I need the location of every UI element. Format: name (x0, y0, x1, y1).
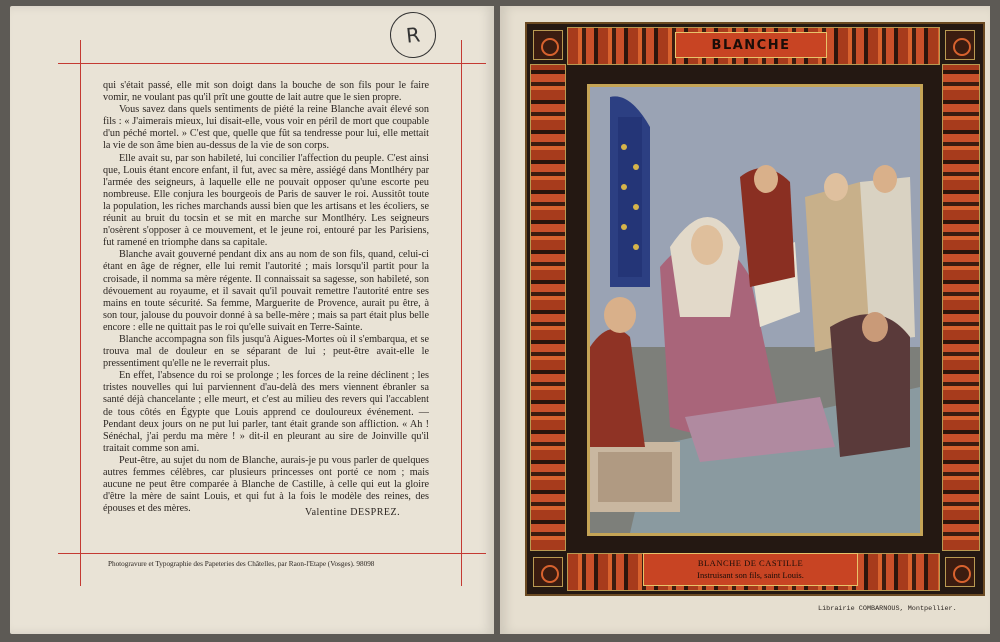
paragraph: Blanche avait gouverné pendant dix ans au nom de son fils, quand, celui-ci étant en âge de régner, elle lui remit l'autorité ; mais lorsqu'il partit pour la croisade, il nomma sa mère régente. Il connaissait sa sagesse, son habileté, son dévouement au royaume, et il savait qu'il pouvait remettre l'autorité entre ses mains en toute sécurité. Sa femme, Marguerite de Provence, aurait pu être, à son tour, jalouse du pouvoir donné à sa belle-mère ; mais sa part était plus belle encore : elle ne quittait pas le roi qu'elle suivait en Terre-Sainte. (103, 249, 429, 333)
caption-banner (643, 553, 858, 586)
paragraph: Vous savez dans quels sentiments de piété la reine Blanche avait élevé son fils : « J'aimerais mieux, lui disait-elle, vous voir en péril de mort que coupable d'un péché mortel. » C'est que, quelle que fût sa tendresse pour lui, elle mettait la vie de son âme bien au-dessus de la vie de son corps. (103, 104, 429, 152)
body-text (103, 80, 429, 515)
printer-credit: Photogravure et Typographie des Papeteries des Châtelles, par Raon-l'Etape (Vosges). 98098 (108, 560, 375, 568)
corner-ornament-icon (533, 30, 563, 60)
left-ornament-band (530, 64, 566, 551)
paragraph: Elle avait su, par son habileté, lui concilier l'affection du peuple. C'est ainsi que, Louis étant encore enfant, il fut, avec sa mère, assiégé dans Montlhéry par l'armée des seigneurs, à laquelle elle ne pouvait opposer qu'une escorte peu nombreuse. Elle conjura les bourgeois de Paris de sauver le roi. Aussitôt toute la population, les riches marchands aussi bien que les artisans et les écoliers, se réunit au bruit du tocsin et se mit en marche sur Montlhéry. Les seigneurs n'osèrent s'opposer à ce mouvement, et le jeune roi, entouré par les Parisiens, fut ramené en triomphe dans sa capitale. (103, 152, 429, 249)
title-banner: BLANCHE (675, 32, 827, 58)
illustration (587, 84, 923, 536)
handwritten-mark: R (388, 10, 439, 61)
bottom-rule (58, 553, 486, 554)
paragraph: Peut-être, au sujet du nom de Blanche, aurais-je pu vous parler de quelques autres femmes célèbres, car plusieurs princesses ont porté ce nom ; mais aucune ne peut être comparée à Blanche de Castille, à celle qui eut la gloire d'être la mère de saint Louis, et qui fut à la fois le modèle des reines, des épouses et des mères. (103, 454, 429, 515)
caption-title: BLANCHE DE CASTILLE (697, 558, 804, 568)
top-rule (58, 63, 486, 64)
publisher-credit: Librairie COMBARNOUS, Montpellier. (818, 605, 957, 613)
author-signature: Valentine DESPREZ. (305, 507, 401, 518)
right-ornament-band (942, 64, 980, 551)
corner-ornament-icon (945, 30, 975, 60)
left-rule (80, 40, 81, 586)
paragraph: Blanche accompagna son fils jusqu'à Aigues-Mortes où il s'embarqua, et se trouva mal de douleur en se séparant de lui ; peut-être avait-elle le pressentiment qu'elle ne le reverrait plus. (103, 333, 429, 370)
right-rule (461, 40, 462, 586)
paragraph: qui s'était passé, elle mit son doigt dans la bouche de son fils pour le faire vomir, ne voulant pas qu'il prît une goutte de lait autre que le sien propre. (103, 80, 429, 104)
illustration-scene (590, 87, 920, 533)
paragraph: En effet, l'absence du roi se prolonge ; les forces de la reine déclinent ; les tristes nouvelles qui lui parviennent d'au-delà des mers viennent ébranler sa santé déjà chancelante ; elle meurt, et c'est au milieu des revers qui l'accablent de tous côtés en Égypte que Louis apprend ce douloureux événement. — Pendant deux jours on ne put lui parler, tant était grande son affliction. « Ah ! Sénéchal, j'ai perdu ma mère ! » dit-il en pleurant au sire de Joinville qu'il traitait comme son ami. (103, 370, 429, 454)
caption-subtitle: Instruisant son fils, saint Louis. (697, 570, 804, 580)
corner-ornament-icon (533, 557, 563, 587)
corner-ornament-icon (945, 557, 975, 587)
